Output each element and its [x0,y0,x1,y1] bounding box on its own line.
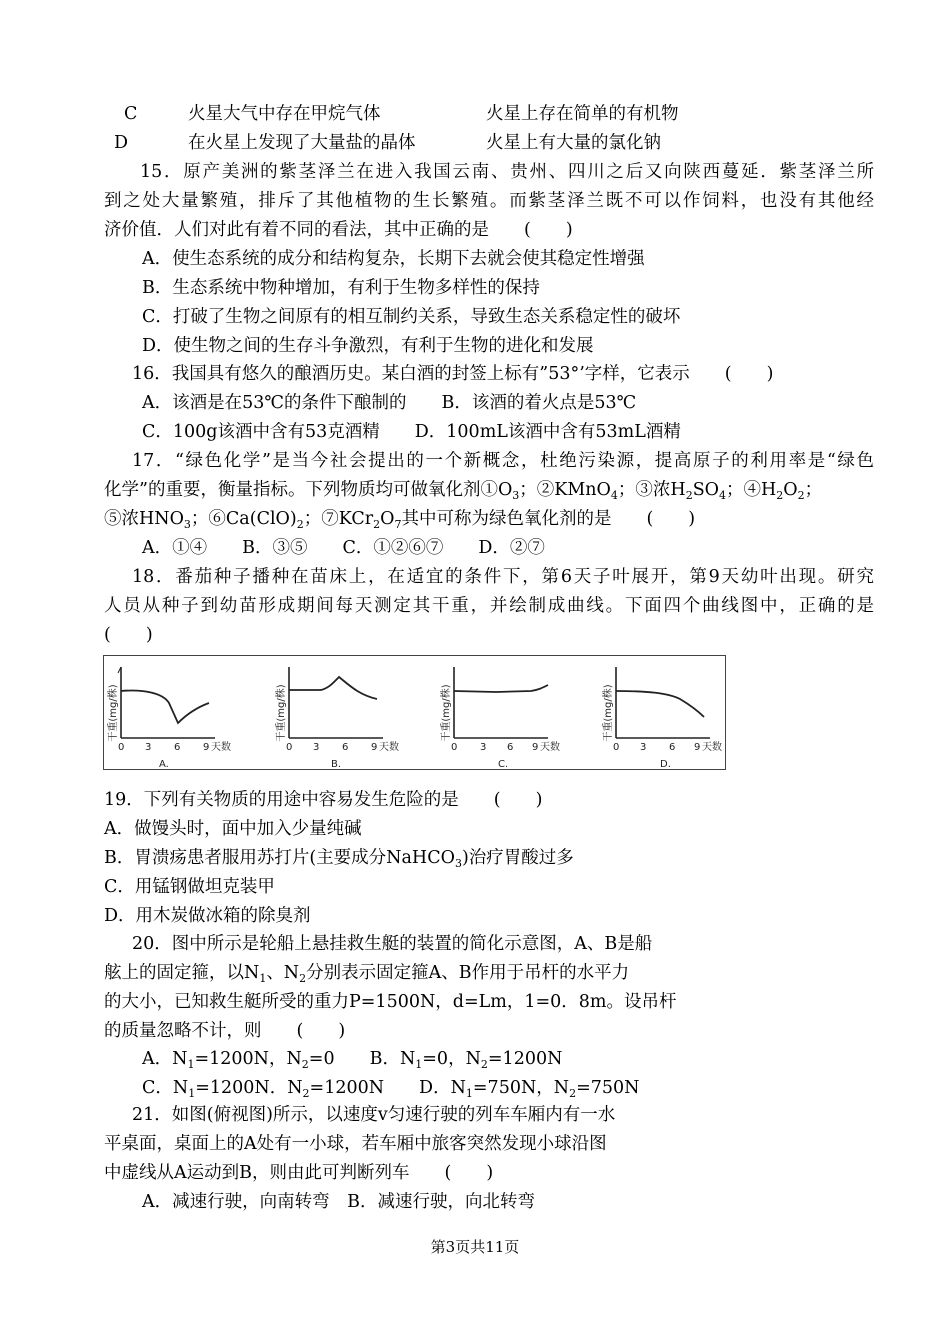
q15-stem-line2: 到之处大量繁殖，排斥了其他植物的生长繁殖。而紫茎泽兰既不可以作饲料，也没有其他经 [104,191,874,211]
figure-border [104,656,726,770]
y-axis-label-b: 干重(mg/株) [276,684,287,742]
tick-a-0: 0 [118,742,125,753]
page-number-footer: 第3页共11页 [430,1238,520,1256]
tick-d-0: 0 [613,742,620,753]
tick-c-0: 0 [451,742,458,753]
x-axis-label-c: 天数 [540,742,560,753]
panel-label-b: B. [331,759,342,770]
q21-stem-line2: 平桌面，桌面上的A处有一小球，若车厢中旅客突然发现小球沿图 [104,1134,607,1154]
panel-b [274,667,399,770]
panel-label-d: D. [660,759,671,770]
q17-stem-line1: 17．“绿色化学”是当今社会提出的一个新概念，杜绝污染源，提高原子的利用率是“绿色 [132,451,874,471]
curve-b [289,677,377,699]
q15-stem-line3: 济价值．人们对此有着不同的看法，其中正确的是 ( ) [104,220,573,240]
tick-c-6: 6 [507,742,514,753]
q14-option-c-text-a: 火星大气中存在甲烷气体 [188,104,381,124]
tick-b-6: 6 [342,742,349,753]
q20-stem-line4: 的质量忽略不计，则 ( ) [104,1021,346,1041]
tick-d-3: 3 [640,742,647,753]
q18-stem-line1: 18．番茄种子播种在苗床上，在适宜的条件下，第6天子叶展开，第9天幼叶出现。研究 [132,567,874,587]
q14-option-d-text-a: 在火星上发现了大量盐的晶体 [188,133,416,153]
q16-options-row2: C．100g该酒中含有53克酒精 D．100mL该酒中含有53mL酒精 [142,422,681,442]
q18-curve-figure [103,655,726,770]
q14-option-c-text-b: 火星上存在简单的有机物 [486,104,679,124]
panel-label-a: A. [159,759,169,770]
q20-stem-line2: 舷上的固定箍，以$N_1$、$N_2$分别表示固定箍A、B作用于吊杆的水平力 [104,963,630,985]
x-axis-label-d: 天数 [702,742,722,753]
tick-c-3: 3 [480,742,487,753]
q15-stem-line1: 15．原产美洲的紫茎泽兰在进入我国云南、贵州、四川之后又向陕西蔓延．紫茎泽兰所 [140,162,874,182]
q21-options-row1: A．减速行驶，向南转弯 B．减速行驶，向北转弯 [142,1192,535,1212]
panel-a [106,667,231,770]
q19-option-c: C．用锰钢做坦克装甲 [104,877,275,897]
tick-a-3: 3 [145,742,152,753]
tick-b-9: 9 [371,742,378,753]
q15-option-d: D．使生物之间的生存斗争激烈，有利于生物的进化和发展 [142,336,594,356]
q19-option-b: B．胃溃疡患者服用苏打片(主要成分NaHCO$_3$)治疗胃酸过多 [104,848,574,870]
q19-option-d: D．用木炭做冰箱的除臭剂 [104,906,311,926]
q18-stem-line3: ( ) [104,625,153,645]
q17-options: A．①④ B．③⑤ C．①②⑥⑦ D．②⑦ [142,538,545,558]
panel-label-c: C. [498,759,509,770]
q15-option-c: C．打破了生物之间原有的相互制约关系，导致生态关系稳定性的破坏 [142,307,681,327]
tick-b-3: 3 [313,742,320,753]
q15-option-b: B．生态系统中物种增加，有利于生物多样性的保持 [142,278,540,298]
curve-c [454,685,548,692]
tick-b-0: 0 [286,742,293,753]
q20-options-row1: A．$N_1=1200N$，$N_2=0$ B．$N_1=0$，$N_2=1200N$ [142,1049,563,1071]
q14-option-d-label: D [114,133,129,153]
q19-stem: 19．下列有关物质的用途中容易发生危险的是 ( ) [104,790,543,810]
q20-stem-line1: 20．图中所示是轮船上悬挂救生艇的装置的简化示意图，A、B是船 [132,934,653,954]
q16-stem: 16．我国具有悠久的酿酒历史。某白酒的封签上标有”53°’字样，它表示 ( ) [132,364,774,384]
tick-a-9: 9 [203,742,210,753]
q14-option-c-label: C [124,104,138,124]
q20-options-row2: C．$N_1=1200N$．$N_2=1200N$ D．$N_1=750N$，$N_2=750N$ [142,1078,640,1100]
x-axis-label-a: 天数 [211,742,231,753]
q14-option-d-text-b: 火星上有大量的氯化钠 [486,133,661,153]
q21-stem-line3: 中虚线从A运动到B，则由此可判断列车 ( ) [104,1163,494,1183]
q20-stem-line3: 的大小，已知救生艇所受的重力P=1500N，d=Lm，1=0．8m。设吊杆 [104,992,677,1012]
q17-stem-line2: 化学”的重要，衡量指标。下列物质均可做氧化剂$①O_3$；②KMnO$_4$；③浓$H_2SO_4$；$④H_2O_2$； [104,480,823,502]
tick-d-9: 9 [694,742,701,753]
tick-c-9: 9 [532,742,539,753]
y-axis-label-a: 干重(mg/株) [108,684,119,742]
tick-a-6: 6 [174,742,181,753]
q18-stem-line2: 人员从种子到幼苗形成期间每天测定其干重，并绘制成曲线。下面四个曲线图中，正确的是 [104,596,874,616]
panel-d [601,667,722,770]
x-axis-label-b: 天数 [379,742,399,753]
panel-c [439,667,560,770]
y-axis-label-c: 干重(mg/株) [441,684,452,742]
curve-a [121,691,209,724]
q21-stem-line1: 21．如图(俯视图)所示，以速度v匀速行驶的列车车厢内有一水 [132,1105,616,1125]
q17-stem-line3: ⑤浓$HNO_3$；$⑥Ca(ClO)_2$；$⑦KCr_2O_7$其中可称为绿色氧化剂的是 ( ) [104,509,696,531]
q19-option-a: A．做馒头时，面中加入少量纯碱 [104,819,362,839]
tick-d-6: 6 [669,742,676,753]
q16-options-row1: A．该酒是在53℃的条件下酿制的 B．该酒的着火点是53℃ [142,393,637,413]
y-axis-label-d: 干重(mg/株) [603,684,614,742]
q15-option-a: A．使生态系统的成分和结构复杂，长期下去就会使其稳定性增强 [142,249,645,269]
curve-d [616,691,704,717]
